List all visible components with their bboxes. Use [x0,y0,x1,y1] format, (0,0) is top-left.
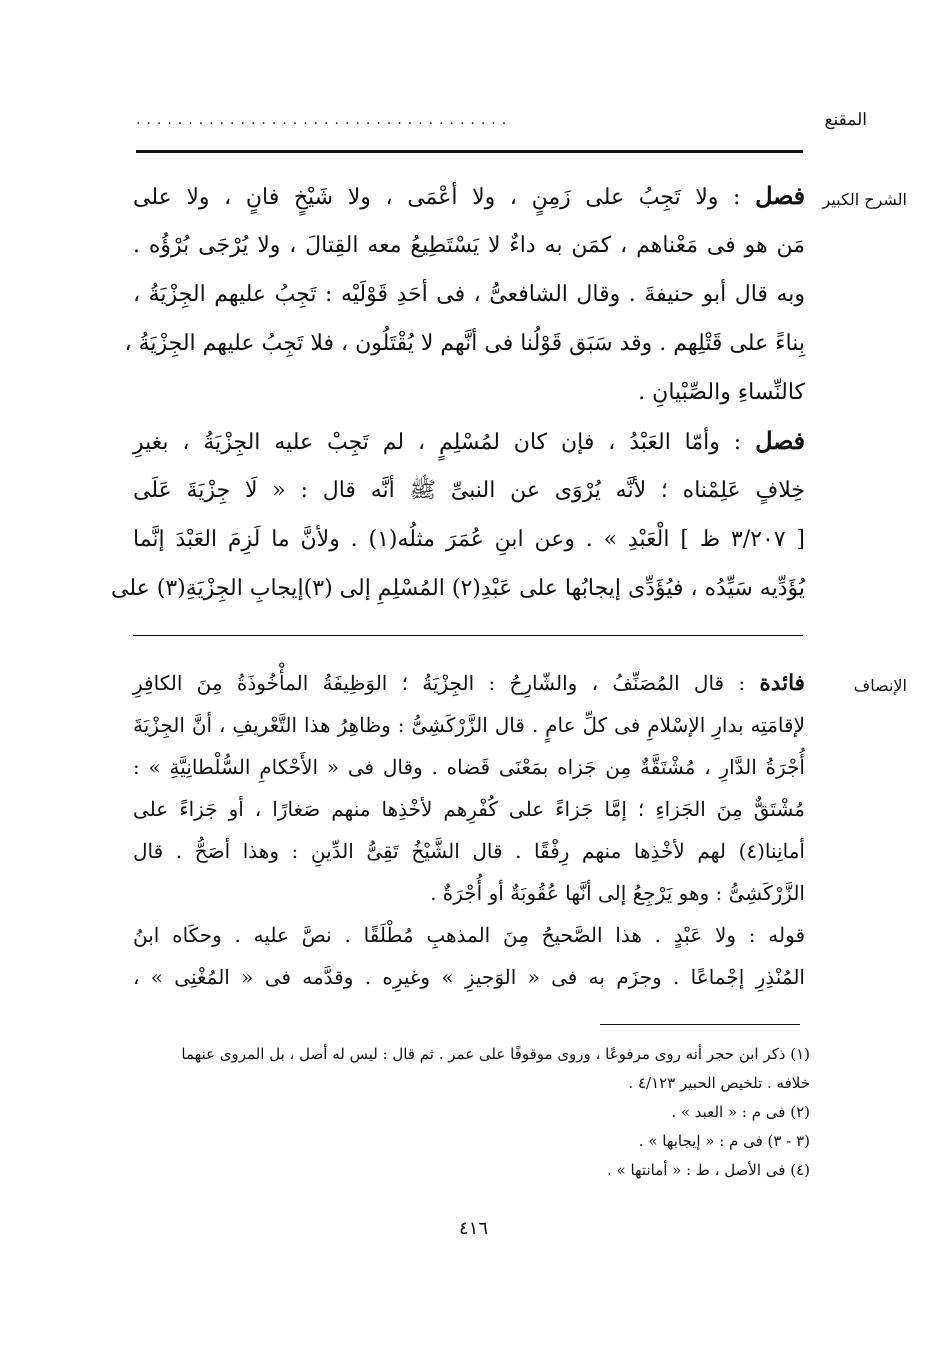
sharh-line-4: بِناءً على قَتْلِهم . وقد سَبَق قَوْلُنا فى أنَّهم لا يُقْتَلُون ، فلا تَجِبُ عليهم الجِزْيَةُ ، [124,331,805,356]
footnote-line: (٢) فى م : « العبد » . [671,1103,810,1121]
section-divider [133,635,803,636]
section-keyword: فائدة [759,671,805,696]
insaf-line-4: مُشْتَقٌّ مِنَ الجَزاءِ ؛ إمَّا جَزاءً على كُفْرِهم لأخْذِها منهم صَغارًا ، أو جَزاءً على [133,797,805,821]
sharh-line-6: فصل : وأمّا العَبْدُ ، فإن كان لمُسْلِمٍ ، لم تَجِبْ عليه الجِزْيَةُ ، بغيرِ [133,427,805,455]
insaf-line-1: فائدة : قال المُصَنِّفُ ، والشّارِحُ : الجِزْيَةُ ؛ الوَظِيفَةُ المأْخُوذَةُ مِنَ الكافِرِ [133,671,805,696]
insaf-text-block [133,662,805,998]
header-dotted-leader: .................................... [136,112,513,128]
insaf-line-3: أُجْرَةُ الدَّارِ ، مُشْتَقَّةٌ مِن جَزاه بمَعْنَى قَضاه . وقال فى « الأَحْكامِ السُّلْطانِيَّةِ » : [133,755,805,779]
footnote-line: (٣ - ٣) فى م : « إيجابها » . [638,1132,810,1150]
sharh-line-2: مَن هو فى مَعْناهم ، كمَن به داءٌ لا يَسْتَطِيعُ معه القِتالَ ، ولا يُرْجَى بُرْؤُه . [133,233,805,258]
page-number: ٤١٦ [458,1218,488,1239]
footnote-rule [600,1024,800,1025]
section-keyword: فصل [755,182,805,210]
sharh-line-3: وبه قال أبو حنيفةَ . وقال الشافعىُّ ، فى أحَدِ قَوْلَيْه : تَجِبُ عليهم الجِزْيَةُ ، [133,282,805,307]
footnote-line: (٤) فى الأصل ، ط : « أمانتها » . [606,1161,810,1179]
insaf-line-6: الزَّرْكَشِىُّ : وهو يَرْجِعُ إلى أنَّها عُقُوبَةٌ أو أُجْرَةٌ . [430,881,805,905]
sharh-text-block [111,172,806,613]
insaf-section-label: الإنصاف [853,676,907,695]
running-header-title: المقنع [824,110,867,130]
insaf-line-5: أمانِنا(٤) لهم لأخْذِها منهم رِفْقًا . قال الشَّيْخُ تَقِىُّ الدِّينِ : وهذا أصَحُّ . قال [133,839,805,863]
sharh-line-8: [ ٣/٢٠٧ ظ ] الْعَبْدِ » . وعن ابنِ عُمَرَ مثلُه(١) . ولأنَّ ما لَزِمَ العَبْدَ إنَّما [133,527,806,552]
sharh-line-7: خِلافٍ عَلِمْناه ؛ لأنَّه يُرْوَى عن النبىِّ ﷺ أنَّه قال : « لَا جِزْيَةَ عَلَى [133,478,805,503]
header-rule [136,150,803,153]
sharh-line-5: كالنِّساءِ والصِّبْيانِ . [638,380,805,405]
sharh-section-label: الشرح الكبير [822,190,907,209]
footnotes [120,1040,810,1185]
sharh-line-9: يُؤَدِّيه سَيِّدُه ، فيُؤَدِّى إيجابُها على عَبْدِ(٢) المُسْلِمِ إلى (٣)إيجابِ الجِزْيَةِ(٣) على [111,576,805,601]
section-keyword: فصل [755,427,805,455]
sharh-line-1: فصل : ولا تَجِبُ على زَمِنٍ ، ولا أعْمَى ، ولا شَيْخٍ فانٍ ، ولا على [133,182,805,210]
insaf-line-7: قوله : ولا عَبْدٍ . هذا الصَّحيحُ مِنَ المذهبِ مُطْلَقًا . نصَّ عليه . وحكَاه ابنُ [133,923,805,947]
insaf-line-8: المُنْذِرِ إجْماعًا . وجزَم به فى « الوَجيزِ » وغيرِه . وقدَّمه فى « المُغْنِى » ، [133,965,805,989]
footnote-line: (١) ذكر ابن حجر أنه روى مرفوعًا ، وروى موقوفًا على عمر . ثم قال : ليس له أصل ، بل المروى عنهما [181,1045,810,1063]
insaf-line-2: لإقامَتِه بدارِ الإسْلامِ فى كلِّ عامٍ . قال الزَّرْكَشِىُّ : وظاهِرُ هذا التَّعْريفِ ، أنَّ الجِزْيَةَ [133,713,805,737]
footnote-line: خلافه . تلخيص الحبير ٤/١٢٣ . [628,1074,810,1092]
